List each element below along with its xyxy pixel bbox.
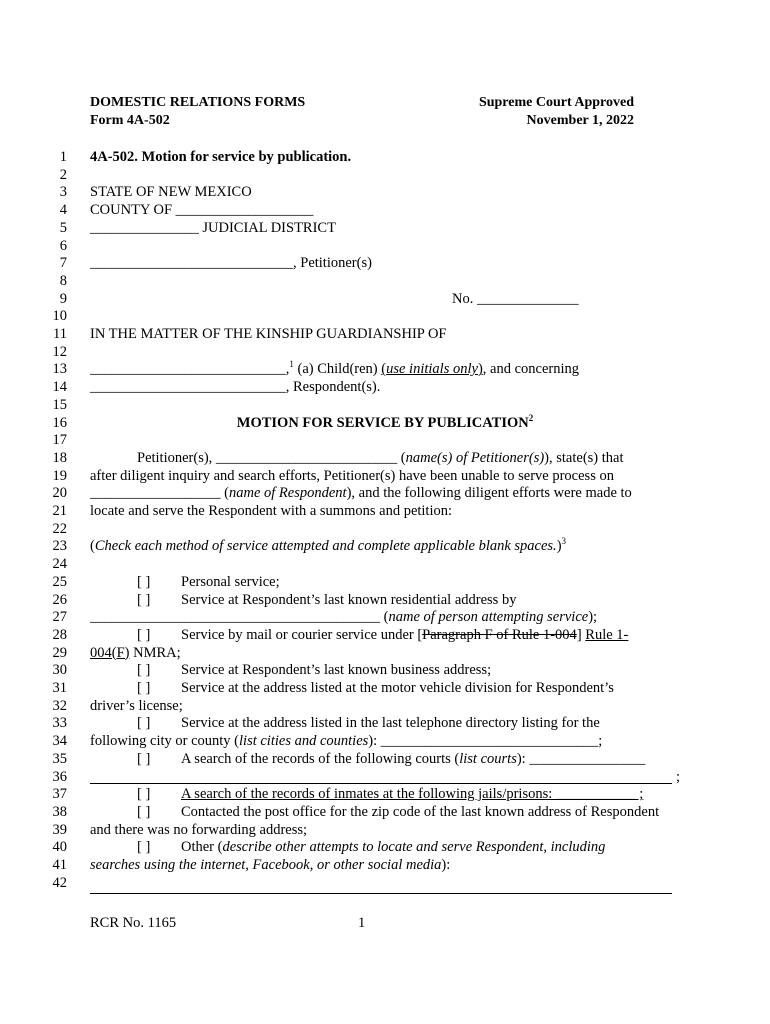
form-line [0,856,770,874]
form-line [0,573,770,591]
form-line [0,874,770,892]
line-text: No. ______________ [452,290,579,307]
line-number: 41 [52,857,67,873]
line-number: 31 [52,680,67,696]
line-text: [ ] Contacted the post office for the zip code of the last known address of Respondent [137,803,660,820]
line-number: 30 [52,662,67,679]
line-text: __________________ (name of Respondent), and the following diligent efforts were made to [90,485,632,502]
line-text: [ ] Service at the address listed at the motor vehicle division for Respondent’s [137,680,614,696]
line-text: _______________ JUDICIAL DISTRICT [90,219,336,236]
line-text: [ ] Service at the address listed in the last telephone directory listing for the [137,715,600,732]
form-line [0,201,770,219]
line-text: ; [675,768,680,785]
form-line [0,414,770,432]
line-text: IN THE MATTER OF THE KINSHIP GUARDIANSHIP OF [90,326,447,342]
line-number: 34 [52,733,67,750]
line-number: 20 [52,485,67,502]
form-line [0,591,770,609]
page-number: 1 [358,915,366,931]
form-line [0,785,770,803]
line-text: STATE OF NEW MEXICO [90,184,252,201]
line-number: 36 [52,768,67,785]
blank-line-other-attempts [90,893,672,894]
form-line [0,307,770,325]
form-line [0,697,770,715]
line-text: [ ] Other (describe other attempts to locate and serve Respondent, including [137,839,606,856]
line-text: [ ] Service by mail or courier service under [Paragraph F of Rule 1-004] Rule 1- [137,626,629,643]
line-number: 37 [52,786,67,803]
line-text: and there was no forwarding address; [90,821,308,838]
line-text: (Check each method of service attempted and complete applicable blank spaces.)$^3$ [90,536,567,555]
line-text: [ ] A search of the records of inmates at the following jails/prisons: ___________ ; [137,786,644,803]
line-number: 42 [52,874,67,891]
form-line [0,502,770,520]
approval-header [479,94,634,130]
line-text: ___________________________, Respondent(s). [90,379,381,396]
line-text: ________________________________________ (name of person attempting service); [90,609,598,626]
line-number: 11 [53,326,67,342]
line-number: 2 [59,166,67,183]
form-line [0,325,770,343]
form-line [0,803,770,821]
form-series-header [90,94,305,130]
line-number: 27 [52,609,67,626]
line-number: 6 [59,237,67,254]
form-line [0,608,770,626]
line-text: following city or county (list cities and counties): ______________________________; [90,733,603,750]
form-line [0,343,770,361]
line-number: 5 [59,219,67,236]
form-number: Form 4A-502 [90,113,170,128]
line-text: [ ] A search of the records of the following courts (list courts): ________________ [137,750,646,767]
line-text: driver’s license; [90,697,183,714]
line-number: 21 [52,503,67,519]
line-number: 4 [59,202,67,219]
line-number: 3 [59,184,67,201]
line-number: 22 [52,520,67,537]
line-number: 8 [59,272,67,289]
line-number: 17 [52,432,67,449]
form-series-title: DOMESTIC RELATIONS FORMS [90,95,306,110]
form-line [0,219,770,237]
line-number: 14 [52,379,67,396]
line-text: ___________________________,$^1$ (a) Child(ren) (use initials only), and concerning [90,359,580,378]
line-number: 35 [52,750,67,767]
line-text: ____________________________, Petitioner(s) [90,255,372,272]
approval-label: Supreme Court Approved [478,95,634,110]
line-number: 15 [52,396,67,413]
line-text: 4A-502. Motion for service by publication. [90,149,352,165]
form-line [0,821,770,839]
form-line [0,237,770,255]
form-line [0,661,770,679]
line-number: 9 [59,290,67,307]
line-text: Petitioner(s), _________________________ (name(s) of Petitioner(s)), state(s) that [137,449,624,466]
form-line [0,537,770,555]
line-number: 10 [52,308,67,325]
line-number: 26 [52,591,67,608]
form-line [0,396,770,414]
form-line [0,555,770,573]
line-number: 24 [52,556,67,573]
form-line [0,520,770,538]
line-number: 25 [52,573,67,590]
line-number: 32 [52,697,67,714]
blank-line-courts [90,783,672,784]
form-line [0,732,770,750]
line-text: COUNTY OF ___________________ [90,202,314,219]
form-line [0,254,770,272]
line-text: locate and serve the Respondent with a summons and petition: [90,503,453,519]
line-number: 29 [52,644,67,661]
form-line [0,838,770,856]
line-text: [ ] Service at Respondent’s last known residential address by [137,591,517,608]
line-number: 39 [52,821,67,838]
line-number: 18 [52,449,67,466]
form-line [0,750,770,768]
form-line [0,467,770,485]
line-number: 40 [52,839,67,856]
form-line [0,166,770,184]
form-line [0,378,770,396]
line-text: 004(F) NMRA; [90,644,181,661]
line-text: searches using the internet, Facebook, or other social media): [90,857,451,873]
form-line [0,148,770,166]
approval-date: November 1, 2022 [526,113,634,128]
form-line [0,484,770,502]
line-number: 28 [52,626,67,643]
line-number: 1 [59,149,67,165]
line-number: 16 [52,414,67,431]
form-line [0,183,770,201]
line-text: MOTION FOR SERVICE BY PUBLICATION$^2$ [236,412,534,431]
line-text: [ ] Service at Respondent’s last known business address; [137,662,492,679]
line-number: 19 [52,467,67,484]
line-text: [ ] Personal service; [137,573,280,590]
form-line [0,360,770,378]
line-number: 33 [52,715,67,732]
form-line [0,644,770,662]
form-line [0,431,770,449]
line-text: after diligent inquiry and search efforts, Petitioner(s) have been unable to serve process on [90,467,614,484]
form-line [0,714,770,732]
form-line [0,679,770,697]
line-number: 7 [59,255,67,272]
line-number: 38 [52,803,67,820]
form-line [0,449,770,467]
form-line [0,290,770,308]
form-line [0,626,770,644]
line-number: 13 [52,361,67,378]
line-number: 23 [52,538,67,555]
rule-reference: RCR No. 1165 [90,915,177,931]
form-line [0,272,770,290]
line-number: 12 [52,343,67,360]
